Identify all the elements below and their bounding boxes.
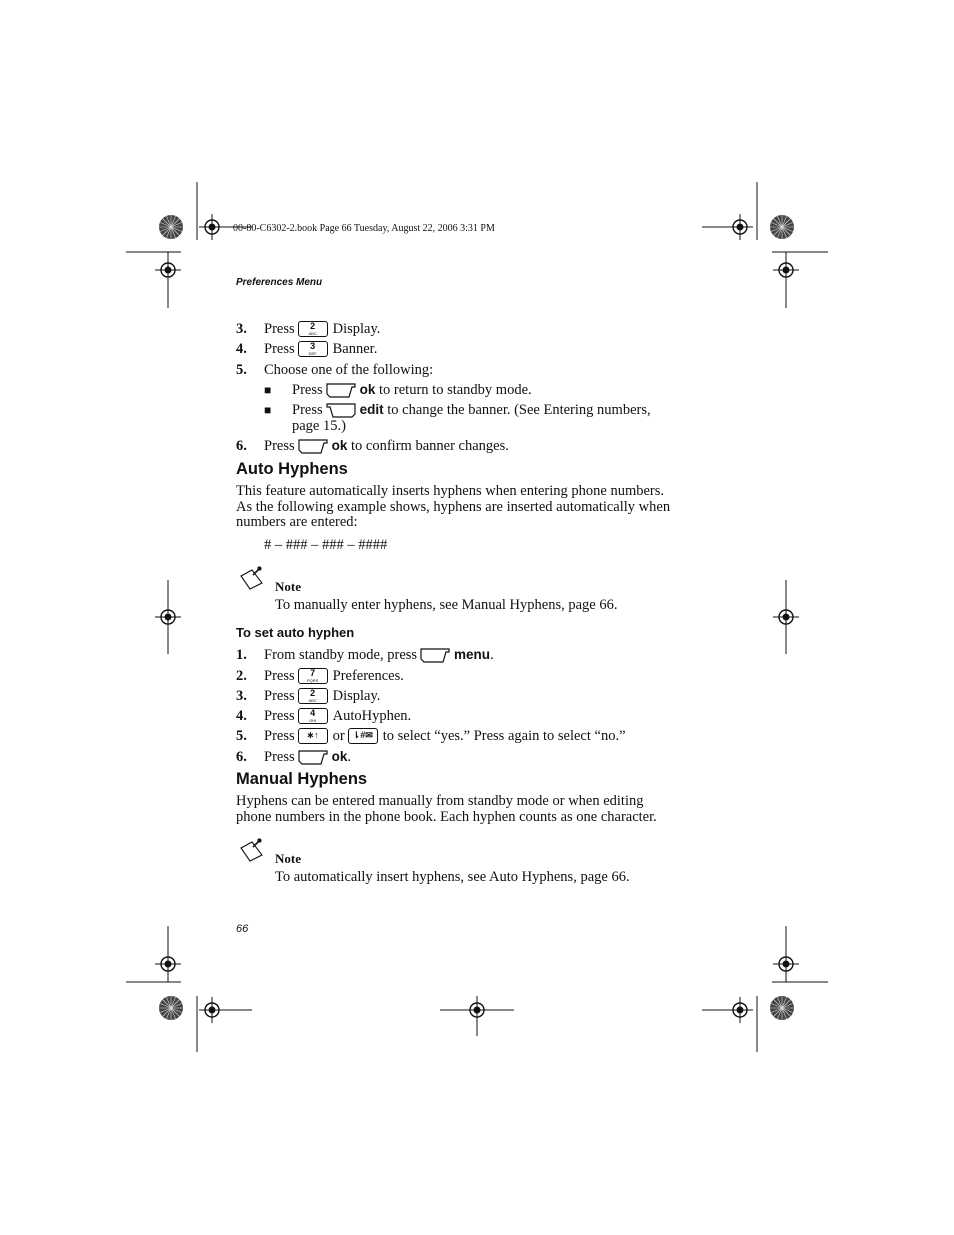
keypad-2-icon: 2 ABC — [298, 321, 328, 337]
option-item — [264, 402, 651, 418]
note-icon — [240, 566, 264, 590]
section-title-auto-hyphens: Auto Hyphens — [236, 460, 348, 478]
right-softkey-icon — [298, 439, 328, 454]
printer-slug: 00-80-C6302-2.book Page 66 Tuesday, August 22, 2006 3:31 PM — [233, 223, 495, 234]
step-text: Choose one of the following: — [264, 362, 434, 378]
step-text: Press — [264, 749, 295, 765]
softkey-label: ok — [331, 749, 348, 764]
softkey-label: edit — [359, 402, 384, 417]
step-row — [236, 321, 380, 337]
softkey-label: ok — [359, 382, 376, 397]
step-text: Press — [264, 321, 295, 337]
step-text: to select “yes.” Press again to select “no.” — [382, 728, 626, 744]
note-text: To manually enter hyphens, see Manual Hyphens, page 66. — [275, 597, 618, 613]
auto-hyphens-body: This feature automatically inserts hyphens when entering phone numbers. As the following example shows, hyphens are inserted automatically when numbers are entered: — [236, 483, 671, 530]
step-number: 3. — [236, 321, 247, 337]
hyphen-example: # – ### – ### – #### — [264, 537, 388, 553]
keypad-4-icon: 4 GHI — [298, 708, 328, 724]
step-text: Press — [264, 728, 295, 744]
step-text: Banner. — [332, 341, 378, 357]
option-text: to change the banner. (See Entering numbers, — [387, 402, 651, 418]
keypad-3-icon: 3 DEF — [298, 341, 328, 357]
keypad-7-icon: 7 PQRS — [298, 668, 328, 684]
running-head: Preferences Menu — [236, 277, 323, 288]
step-text: or — [332, 728, 345, 744]
pound-key-icon: ⇂#✉ — [348, 728, 378, 744]
note-label: Note — [275, 579, 301, 594]
step-number: 4. — [236, 341, 247, 357]
option-text: Press — [292, 382, 323, 398]
manual-hyphens-body: Hyphens can be entered manually from standby mode or when editing phone numbers in the phone book. Each hyphen counts as one character. — [236, 793, 657, 825]
softkey-label: ok — [331, 438, 348, 453]
step-number: 1. — [236, 647, 247, 663]
step-number: 6. — [236, 438, 247, 454]
note-icon — [240, 838, 264, 862]
step-row — [236, 438, 509, 454]
step-text: From standby mode, press — [264, 647, 418, 663]
step-row — [236, 688, 380, 704]
step-text: to confirm banner changes. — [351, 438, 509, 454]
step-text: Press — [264, 688, 295, 704]
option-text: Press — [292, 402, 323, 418]
bullet: ■ — [264, 383, 272, 397]
step-row — [236, 708, 411, 724]
step-row — [236, 668, 404, 684]
step-number: 3. — [236, 688, 247, 704]
option-continuation: page 15.) — [292, 418, 346, 434]
step-text: AutoHyphen. — [332, 708, 412, 724]
star-key-icon: ∗↑ — [298, 728, 328, 744]
right-softkey-icon — [420, 648, 450, 663]
right-softkey-icon — [298, 750, 328, 765]
note-text: To automatically insert hyphens, see Auto Hyphens, page 66. — [275, 869, 630, 885]
step-text: Preferences. — [332, 668, 404, 684]
step-row — [236, 728, 626, 744]
section-title-manual-hyphens: Manual Hyphens — [236, 770, 368, 788]
step-text: Press — [264, 708, 295, 724]
step-text: Display. — [332, 321, 381, 337]
keypad-2-icon: 2 ABC — [298, 688, 328, 704]
step-number: 6. — [236, 749, 247, 765]
step-number: 4. — [236, 708, 247, 724]
bullet: ■ — [264, 403, 272, 417]
left-softkey-icon — [326, 403, 356, 418]
note-label: Note — [275, 851, 301, 866]
step-text: Press — [264, 341, 295, 357]
step-number: 5. — [236, 362, 247, 378]
step-row: 1. From standby mode, press menu . — [236, 647, 494, 663]
step-text: Press — [264, 438, 295, 454]
step-row — [236, 341, 377, 357]
right-softkey-icon — [326, 383, 356, 398]
page-number: 66 — [236, 923, 249, 935]
step-text: Press — [264, 668, 295, 684]
step-number: 5. — [236, 728, 247, 744]
option-item — [264, 382, 532, 398]
softkey-label: menu — [454, 647, 491, 662]
step-row — [236, 362, 433, 378]
procedure-title: To set auto hyphen — [236, 625, 355, 640]
step-row: 6. Press ok . — [236, 749, 352, 765]
step-text: Display. — [332, 688, 381, 704]
option-text: to return to standby mode. — [379, 382, 532, 398]
step-number: 2. — [236, 668, 247, 684]
